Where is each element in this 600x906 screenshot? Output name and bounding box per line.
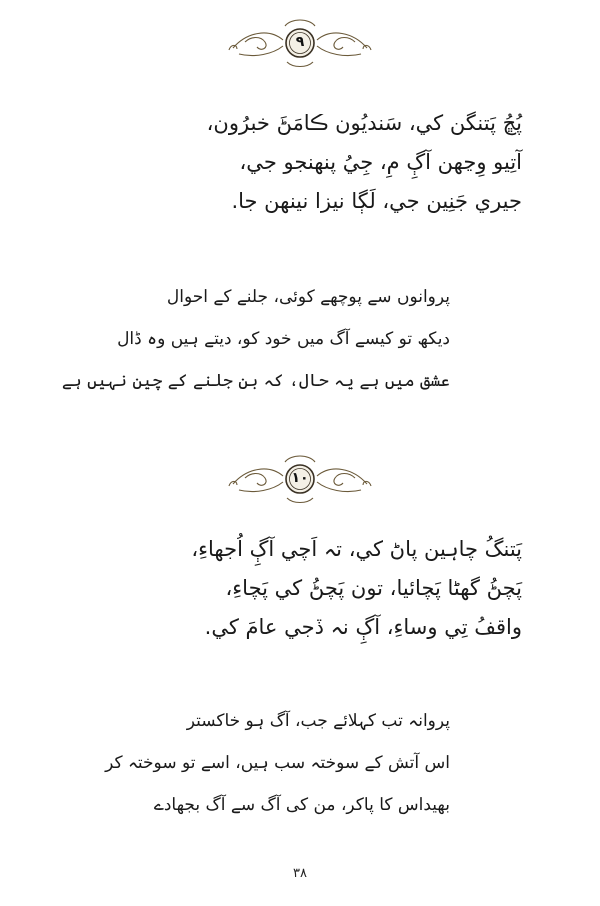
verse-line: دیکھ تو کیسے آگ میں خود کو، دیتے ہیں وہ ڈال — [117, 329, 450, 349]
verse-line: اس آتش کے سوختہ سب ہیں، اسے تو سوختہ کر — [105, 753, 450, 773]
verse-line: پروانوں سے پوچھے کوئی، جلنے کے احوال — [166, 287, 450, 307]
verse-line: جيري جَنِين جي، لَڳا نيزا نينهن جا. — [231, 189, 522, 213]
verse-line: واقفُ تِي وساءِ، آڳِ نہ ڏجي عامَ کي. — [204, 615, 522, 639]
sindhi-verse-2 — [62, 530, 522, 647]
stanza-number: ۱۰ — [291, 470, 309, 486]
urdu-translation-1 — [61, 276, 450, 402]
stanza-number: ۹ — [295, 34, 305, 50]
verse-line: پَتنگُ چاہين پاڻ کي، تہ اَچي آڳِ اُجهاءِ، — [191, 537, 522, 561]
urdu-translation-2 — [105, 700, 450, 826]
ornament-header-2 — [225, 450, 375, 506]
ornament-header-1 — [225, 14, 375, 70]
verse-line: بھیداس کا پاکر، من کی آگ سے آگ بجھادے — [153, 795, 450, 815]
verse-line: آتِيو وِڃهن آڳِ مِ، جِيُ پنهنجو جي، — [239, 150, 522, 174]
verse-line: پَچڻُ گهڻا پَچائيا، تون پَچڻُ کي پَچاءِ، — [225, 576, 522, 600]
sindhi-verse-1 — [62, 104, 522, 221]
verse-line: پُڇُ پَتنگن کي، سَنديُون ڪامَڻَ خبرُون، — [206, 111, 522, 135]
verse-line: عشق میں ہے یہ حال، کہ بن جلنے کے چین نہیں ہے — [61, 371, 450, 391]
page-number: ۳۸ — [293, 866, 307, 881]
verse-line: پروانہ تب کہلائے جب، آگ ہو خاکستر — [186, 711, 450, 731]
